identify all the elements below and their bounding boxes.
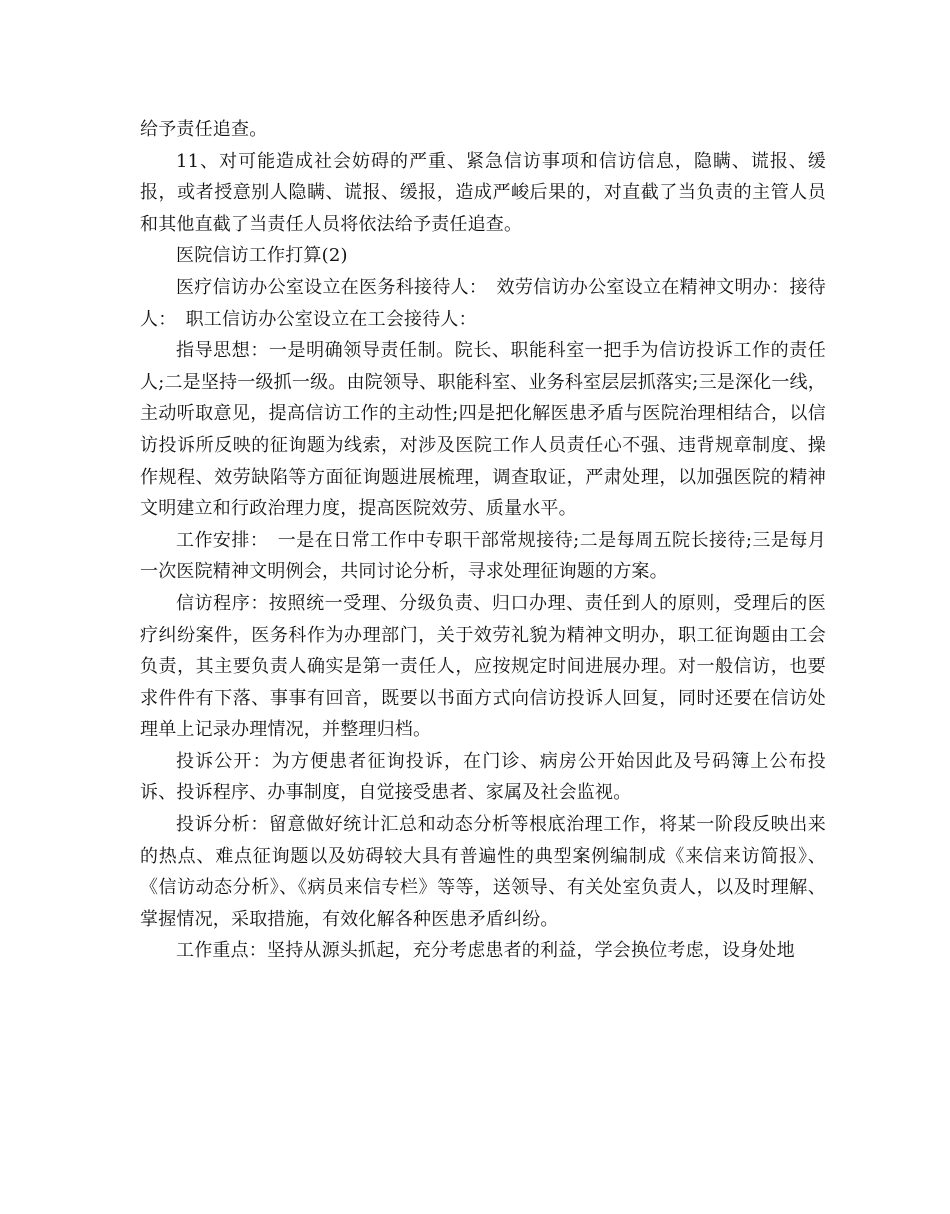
paragraph-complaint-analysis: 投诉分析：留意做好统计汇总和动态分析等根底治理工作，将某一阶段反映出来的热点、难点征询题以及妨碍较大具有普遍性的典型案例编制成《来信来访简报》、《信访动态分析》、《病员来信专栏》等等，送领导、有关处室负责人，以及时理解、掌握情况，采取措施，有效化解各种医患矛盾纠纷。 <box>140 814 826 930</box>
paragraph-continuation: 给予责任追查。 <box>140 119 268 140</box>
paragraph-complaint-disclosure: 投诉公开：为方便患者征询投诉，在门诊、病房公开始因此及号码簿上公布投诉、投诉程序、办事制度，自觉接受患者、家属及社会监视。 <box>140 750 826 804</box>
paragraph-offices: 医疗信访办公室设立在医务科接待人： 效劳信访办公室设立在精神文明办：接待人： 职工信访办公室设立在工会接待人： <box>140 276 826 330</box>
paragraph-work-focus: 工作重点：坚持从源头抓起，充分考虑患者的利益，学会换位考虑，设身处地 <box>176 940 795 962</box>
paragraph-petition-procedure: 信访程序：按照统一受理、分级负责、归口办理、责任到人的原则，受理后的医疗纠纷案件，医务科作为办理部门，关于效劳礼貌为精神文明办，职工征询题由工会负责，其主要负责人确实是第一责任人，应按规定时间进展办理。对一般信访，也要求件件有下落、事事有回音，既要以书面方式向信访投诉人回复，同时还要在信访处理单上记录办理情况，并整理归档。 <box>140 592 826 741</box>
document-page <box>140 114 826 967</box>
paragraph-guiding-ideology: 指导思想：一是明确领导责任制。院长、职能科室一把手为信访投诉工作的责任人;二是坚持一级抓一级。由院领导、职能科室、业务科室层层抓落实;三是深化一线，主动听取意见，提高信访工作的主动性;四是把化解医患矛盾与医院治理相结合，以信访投诉所反映的征询题为线索，对涉及医院工作人员责任心不强、违背规章制度、操作规程、效劳缺陷等方面征询题进展梳理，调查取证，严肃处理，以加强医院的精神文明建立和行政治理力度，提高医院效劳、质量水平。 <box>140 340 826 520</box>
paragraph-work-arrangement: 工作安排： 一是在日常工作中专职干部常规接待;二是每周五院长接待;三是每月一次医院精神文明例会，共同讨论分析，寻求处理征询题的方案。 <box>140 529 826 583</box>
section-heading: 医院信访工作打算(2) <box>176 245 348 267</box>
paragraph-item-11: 11、对可能造成社会妨碍的严重、紧急信访事项和信访信息，隐瞒、谎报、缓报，或者授意别人隐瞒、谎报、缓报，造成严峻后果的，对直截了当负责的主管人员和其他直截了当责任人员将依法给予责任追查。 <box>140 150 826 235</box>
